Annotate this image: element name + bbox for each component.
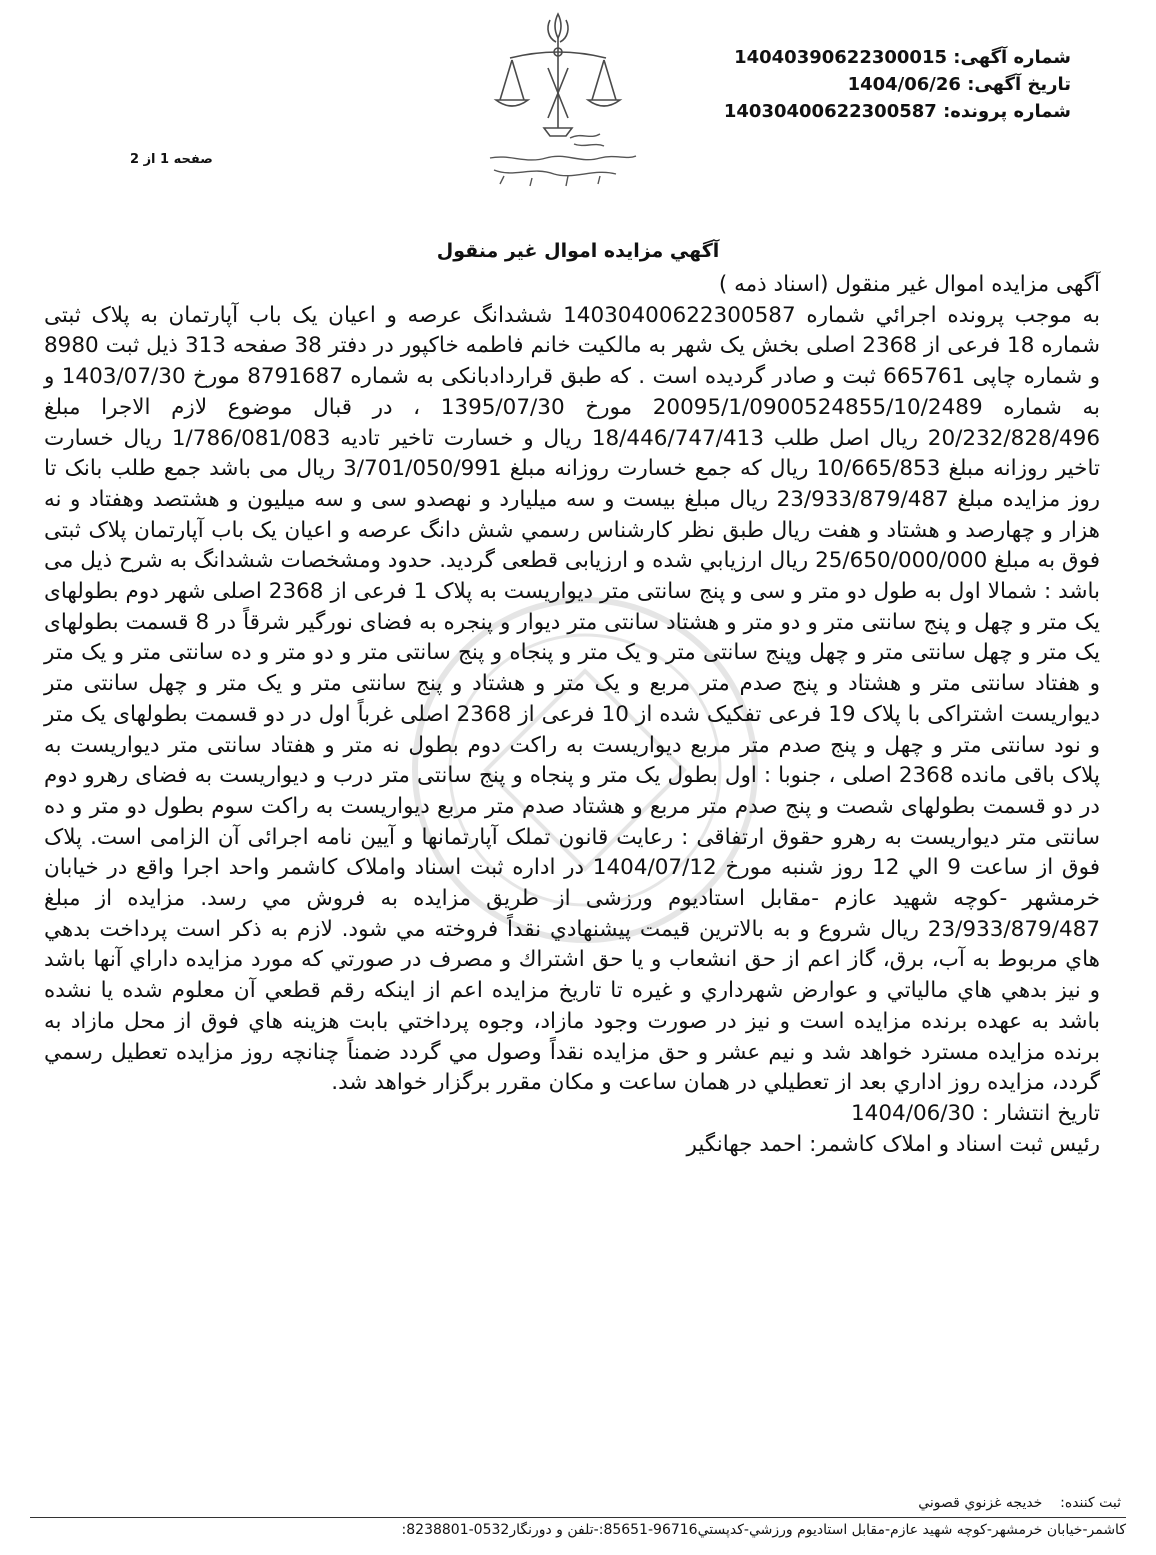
- header-meta: [724, 44, 1071, 125]
- signature-line: رئیس ثبت اسناد و املاک کاشمر: احمد جهانگیر: [686, 1131, 1100, 1157]
- ad-date-row: [724, 71, 1071, 98]
- publish-date-label: تاریخ انتشار :: [981, 1100, 1100, 1126]
- ad-number-row: [724, 44, 1071, 71]
- case-number-row: [724, 98, 1071, 125]
- ad-date-label: تاریخ آگهی:: [967, 74, 1071, 95]
- registrar-label: ثبت کننده:: [1060, 1495, 1121, 1511]
- footer-divider: [30, 1517, 1126, 1518]
- judiciary-emblem: [470, 8, 650, 198]
- ad-number-label: شماره آگهی:: [953, 47, 1071, 68]
- publish-date-line: [44, 1099, 1100, 1130]
- footer-address: کاشمر-خيابان خرمشهر-کوچه شهيد عازم-مقابل استاديوم ورزشي-کدپستي96716-85651:-تلفن و دورنگار0532-8238801:: [401, 1522, 1126, 1538]
- registrar-name: خديجه غزنوي قصوني: [918, 1495, 1043, 1511]
- page-indicator: صفحه 1 از 2: [130, 152, 213, 167]
- ad-number: 14040390622300015: [734, 47, 947, 68]
- case-number: 14030400622300587: [723, 101, 937, 122]
- notice-heading: آگهي مزايده اموال غير منقول: [436, 240, 720, 262]
- publish-date: 1404/06/30: [850, 1100, 975, 1126]
- registrar-line: [30, 1495, 1126, 1511]
- notice-paragraph: به موجب پرونده اجرائي شماره 14030400622300587 ششدانگ عرصه و اعيان يک باب آپارتمان به پلاک ثبتی شماره 18 فرعی از 2368 اصلی بخش یک شهر به مالکیت خانم فاطمه خاکپور در دفتر 38 صفحه 313 ذیل ثبت 8980 و شماره چاپی 665761 ثبت و صادر گردیده است . که طبق قراردادبانکی به شماره 8791687 مورخ 1403/07/30 و به شماره 20095/1/0900524855/10/2489 مورخ 1395/07/30 ، در قبال موضوع لازم الاجرا مبلغ 20/232/828/496 ريال اصل طلب 18/446/747/413 ريال و خسارت تاخير تاديه 1/786/081/083 ريال خسارت تاخير روزانه مبلغ 10/665/853 ريال که جمع خسارت روزانه مبلغ 3/701/050/991 ريال می باشد جمع طلب بانک تا روز مزايده مبلغ 23/933/879/487 ريال مبلغ بيست و سه ميليارد و نهصدو سی و سه ميليون و هشتصد وهفتاد و نه هزار و چهارصد و هشتاد و هفت ريال طبق نظر كارشناس رسمي شش دانگ عرصه و اعيان يک باب آپارتمان پلاک ثبتی فوق به مبلغ 25/650/000/000 ريال ارزيابي شده و ارزيابی قطعی گرديد. حدود ومشخصات ششدانگ به شرح ذيل می باشد : شمالا اول به طول دو متر و سی و پنج سانتی متر ديواريست به پلاک 1 فرعی از 2368 اصلی شهر دوم بطولهای يک متر و چهل و پنج سانتی متر و دو متر و هشتاد سانتی متر ديوار و پنجره به فضای نورگير شرقاً در 8 قسمت بطولهای يک متر و چهل سانتی متر و چهل وپنج سانتی متر و يک متر و پنجاه و پنج سانتی متر و دو متر و ده سانتی متر و يک متر و هفتاد سانتی متر و هشتاد و پنج صدم متر مربع و يک متر و هشتاد و پنج سانتی متر و يک متر و چهل سانتی متر ديواريست اشتراکی با پلاک 19 فرعی تفکيک شده از 10 فرعی از 2368 اصلی غرباً اول در دو قسمت بطولهای يک متر و نود سانتی متر و چهل و پنج صدم متر مربع ديواريست به راکت دوم بطول نه متر و هفتاد سانتی متر ديواريست به پلاک باقی مانده 2368 اصلی ، جنوبا : اول بطول يک متر و پنجاه و پنج سانتی متر درب و ديواريست به فضای رهرو دوم در دو قسمت بطولهای شصت و پنج صدم متر مربع و هشتاد صدم متر مربع ديواريست به راکت سوم بطول دو متر و ده سانتی متر ديواريست به رهرو حقوق ارتفاقی : رعايت قانون تملک آپارتمانها و آيين نامه اجرائی آن الزامی است. پلاک فوق از ساعت 9 الي 12 روز شنبه مورخ 1404/07/12 در اداره ثبت اسناد واملاک کاشمر واحد اجرا واقع در خيابان خرمشهر -کوچه شهيد عازم -مقابل استاديوم ورزشی از طريق مزايده به فروش مي رسد. مزايده از مبلغ 23/933/879/487 ريال شروع و به بالاترين قيمت پيشنهادي نقداً فروخته مي شود. لازم به ذكر است پرداخت بدهي هاي مربوط به آب، برق، گاز اعم از حق انشعاب و يا حق اشتراك و مصرف در صورتي كه مورد مزايده داراي آنها باشد و نيز بدهي هاي مالياتي و عوارض شهرداري و غيره تا تاريخ مزايده اعم از اينكه رقم قطعي آن معلوم شده يا نشده باشد به عهده برنده مزايده است و نيز در صورت وجود مازاد، وجوه پرداختي بابت هزينه هاي فوق از محل مازاد به برنده مزايده مسترد خواهد شد و نيم عشر و حق مزايده نقداً وصول مي گردد ضمناً چنانچه روز مزايده تعطيل رسمي گردد، مزايده روز اداري بعد از تعطيلي در همان ساعت و مكان مقرر برگزار خواهد شد.: [44, 302, 1101, 1096]
- case-number-label: شماره پرونده:: [943, 101, 1071, 122]
- page-footer: [30, 1495, 1126, 1538]
- ad-date: 1404/06/26: [847, 74, 961, 95]
- notice-body: [44, 270, 1100, 1160]
- scales-of-justice-icon: [470, 8, 650, 198]
- notice-subtitle: آگهی مزایده اموال غیر منقول (اسناد ذمه ): [718, 272, 1100, 297]
